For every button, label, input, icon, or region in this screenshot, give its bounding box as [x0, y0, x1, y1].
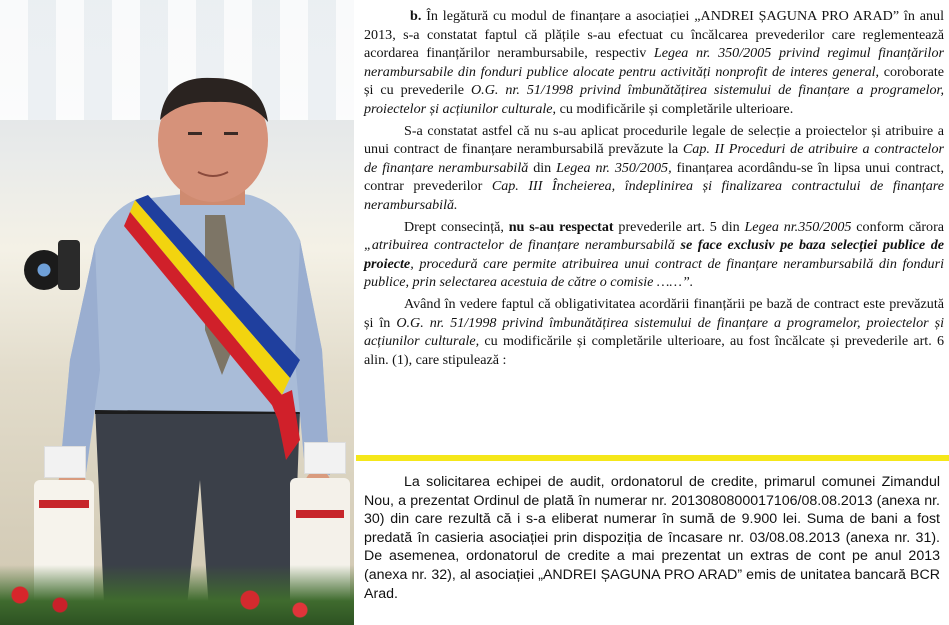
paragraph-consequence [364, 218, 944, 292]
paragraph-audit-request: La solicitarea echipei de audit, ordonatorul de credite, primarul comunei Zimandul Nou, a prezentat Ordinul de plată în numerar nr. 2013080800017106/08.08.2013 (anexa nr. 30) din care rezultă că i s-a eliberat numerar în sumă de 9.900 lei. Suma de bani a fost predată în casieria asociației prin dispoziția de încasare nr. 03/08.08.2013 (anexa nr. 31). De asemenea, ordonatorul de credite a mai prezentat un extras de cont pe anul 2013 (anexa nr. 32), al asociației „ANDREI ȘAGUNA PRO ARAD” emis de unitatea bancară BCR Arad. [364, 474, 940, 602]
text: În legătură cu modul de finanțare a asociației „ANDREI ȘAGUNA PRO ARAD” în anul 2013, s-a constatat faptul că plățile s-au efectuat cu încălcarea prevederilor care reglementează acordarea finanțărilor nerambursabile, respectiv [364, 8, 944, 61]
text: conform cărora [851, 218, 945, 235]
yellow-divider [356, 455, 949, 461]
flower-bed [0, 565, 354, 625]
law-reference: Cap. III Încheierea, îndeplinirea și finalizarea contractului de finanțare nerambursabilă. [364, 178, 944, 213]
section-label: b. [410, 8, 422, 24]
text: finanțarea acordându-se în lipsa unui contract, contrar prevederilor [364, 159, 944, 194]
photo-panel [0, 0, 354, 625]
text: S-a constatat astfel că nu s-au aplicat procedurile legale de selecție a proiectelor și atribuire a unui contract de finanțare nerambursabilă prevăzute la [364, 122, 944, 157]
quote: „atribuirea contractelor de finanțare nerambursabilă [364, 237, 681, 253]
text: , coroborate și cu prevederile [364, 63, 945, 98]
law-reference: Cap. II Proceduri de atribuire a contractelor de finanțare nerambursabilă [364, 141, 944, 176]
law-reference: Legea nr. 350/2005, [556, 159, 672, 176]
text: Având în vedere faptul că obligativitatea acordării finanțării pe bază de contract este prevăzută și în [364, 296, 944, 331]
audit-text-bottom [364, 473, 940, 607]
paragraph-b [364, 7, 944, 118]
quote-emphasis: se face exclusiv pe baza selecției publice de proiecte [364, 237, 944, 272]
paragraph-procedures [364, 122, 944, 215]
text: , cu modificările și completările ulterioare. [552, 100, 794, 117]
law-reference: O.G. nr. 51/1998 privind îmbunătățirea sistemului de finanțare a programelor, proiectelor și acțiunilor culturale, [364, 314, 944, 349]
law-reference: Legea nr.350/2005 [744, 218, 852, 235]
text: Drept consecință, [404, 218, 509, 235]
blurred-face [44, 446, 86, 478]
blurred-face [304, 442, 346, 474]
text: din [528, 159, 557, 176]
audit-text-top [364, 7, 944, 373]
law-reference: O.G. nr. 51/1998 privind îmbunătățirea sistemului de finanțare a programelor, proiectelor și acțiunilor culturale [364, 82, 944, 117]
quote: , procedură care permite atribuirea unui contract de finanțare nerambursabilă din fonduri publice, prin selectarea acestuia de către o comisie ……”. [364, 255, 944, 290]
paragraph-og-51 [364, 295, 944, 369]
text: prevederile art. 5 din [613, 218, 745, 235]
text: cu modificările și completările ulterioare, au fost încălcate și prevederile art. 6 alin. (1), care stipulează : [364, 333, 944, 368]
emphasis: nu s-au respectat [508, 218, 614, 235]
law-reference: Legea nr. 350/2005 privind regimul finanțărilor nerambursabile din fonduri publice alocate pentru activități nonprofit de interes general [364, 45, 944, 80]
